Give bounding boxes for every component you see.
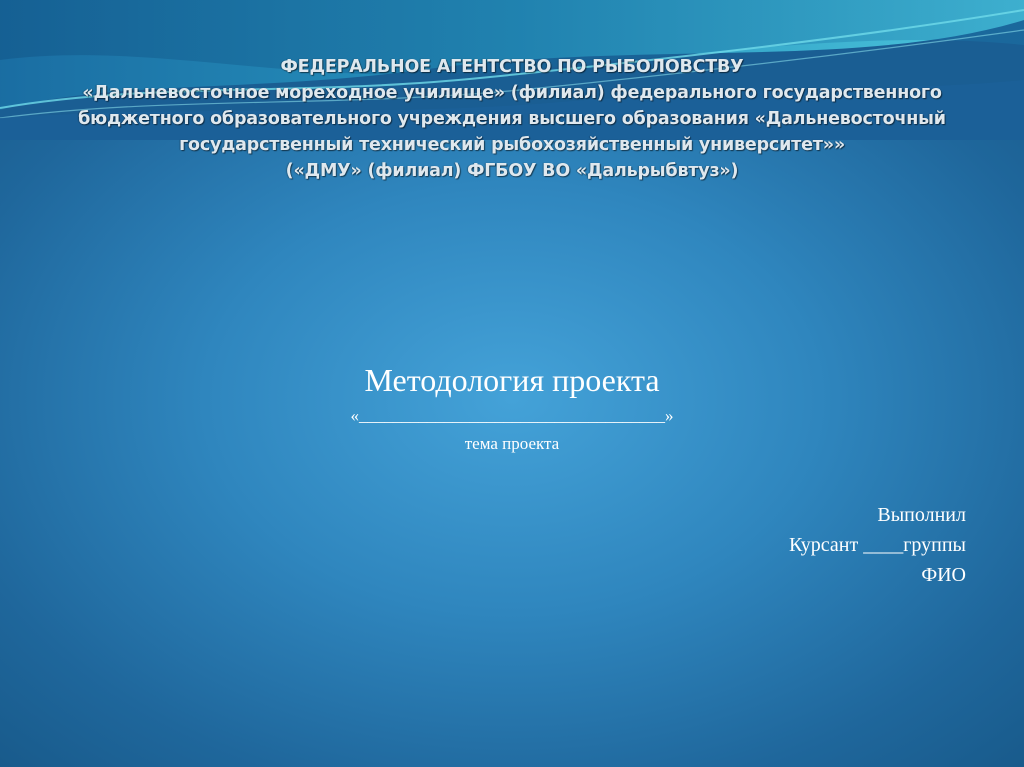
header-line-institution: бюджетного образовательного учреждения высшего образования «Дальневосточный bbox=[78, 109, 946, 129]
cadet-group-label: Курсант ____группы bbox=[788, 534, 966, 556]
header-line-agency: ФЕДЕРАЛЬНОЕ АГЕНТСТВО ПО РЫБОЛОВСТВУ bbox=[280, 57, 744, 77]
author-block bbox=[789, 500, 966, 590]
header-line-school: «Дальневосточное мореходное училище» (филиал) федерального государственного bbox=[82, 83, 942, 103]
topic-caption: тема проекта bbox=[464, 434, 560, 453]
institution-header bbox=[30, 54, 994, 184]
slide-title: Методология проекта bbox=[364, 362, 660, 398]
done-by-label: Выполнил bbox=[877, 504, 966, 526]
author-name: ФИО bbox=[921, 564, 966, 586]
topic-placeholder: «____________________________________» bbox=[350, 406, 674, 425]
title-block bbox=[0, 360, 1024, 456]
header-line-abbreviation: («ДМУ» (филиал) ФГБОУ ВО «Дальрыбвтуз») bbox=[285, 161, 739, 181]
header-line-university: государственный технический рыбохозяйственный университет»» bbox=[179, 135, 845, 155]
